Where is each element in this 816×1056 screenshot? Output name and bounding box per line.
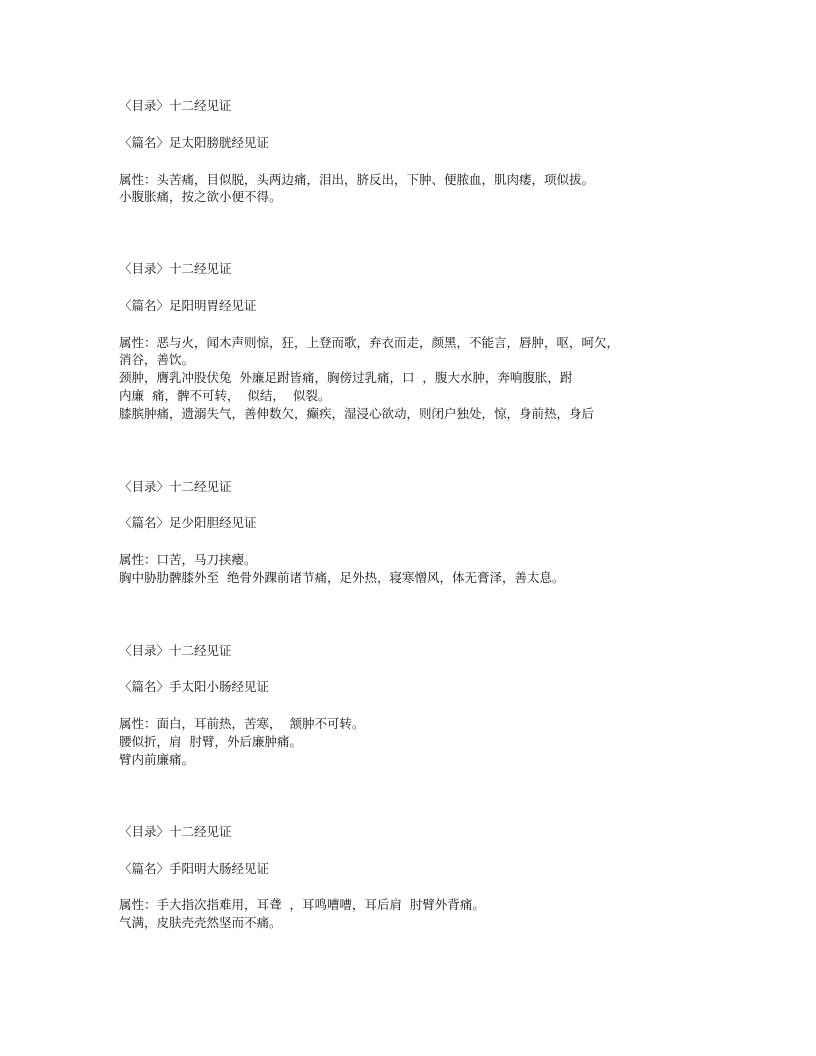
body-line: 属性：口苦，马刀挟瘿。: [119, 552, 257, 567]
body-line: 属性：手大指次指难用，耳聋 ，耳鸣嘈嘈，耳后肩 肘臂外背痛。: [119, 897, 485, 912]
body-line: 气满，皮肤壳壳然坚而不痛。: [119, 915, 282, 930]
body-line: 颈肿，膺乳冲股伏兔 外廉足跗皆痛，胸傍过乳痛，口 ，腹大水肿，奔响腹胀，跗: [119, 370, 573, 385]
section-title: 〈篇名〉足太阳膀胱经见证: [119, 135, 270, 150]
body-line: 属性：面白，耳前热，苦寒， 颔肿不可转。: [119, 716, 365, 731]
body-line: 腰似折，肩 肘臂，外后廉肿痛。: [119, 734, 302, 749]
body-line: 胸中胁肋髀膝外至 绝骨外踝前诸节痛，足外热，寝寒憎风，体无膏泽，善太息。: [119, 570, 565, 585]
section-title: 〈篇名〉足阳明胃经见证: [119, 298, 257, 313]
body-line: 内廉 痛，髀不可转， 似结， 似裂。: [119, 388, 331, 403]
section-title: 〈篇名〉手太阳小肠经见证: [119, 679, 270, 694]
catalog-heading: 〈目录〉十二经见证: [119, 643, 232, 658]
body-line: 消谷，善饮。: [119, 352, 195, 367]
section-title: 〈篇名〉足少阳胆经见证: [119, 515, 257, 530]
body-line: 小腹胀痛，按之欲小便不得。: [119, 189, 282, 204]
section-title: 〈篇名〉手阳明大肠经见证: [119, 861, 270, 876]
body-line: 膝膑肿痛，遗溺失气，善伸数欠，癫疾，湿浸心欲动，则闭户独处，惊，身前热，身后: [119, 406, 595, 421]
catalog-heading: 〈目录〉十二经见证: [119, 261, 232, 276]
body-line: 臂内前廉痛。: [119, 752, 195, 767]
body-line: 属性：头苦痛，目似脱，头两边痛，泪出，脐反出，下肿、便脓血，肌肉痿，项似拔。: [119, 172, 595, 187]
body-line: 属性：恶与火，闻木声则惊，狂，上登而歌，弃衣而走，颜黑，不能言，唇肿，呕，呵欠，: [119, 335, 620, 350]
catalog-heading: 〈目录〉十二经见证: [119, 479, 232, 494]
catalog-heading: 〈目录〉十二经见证: [119, 98, 232, 113]
catalog-heading: 〈目录〉十二经见证: [119, 824, 232, 839]
